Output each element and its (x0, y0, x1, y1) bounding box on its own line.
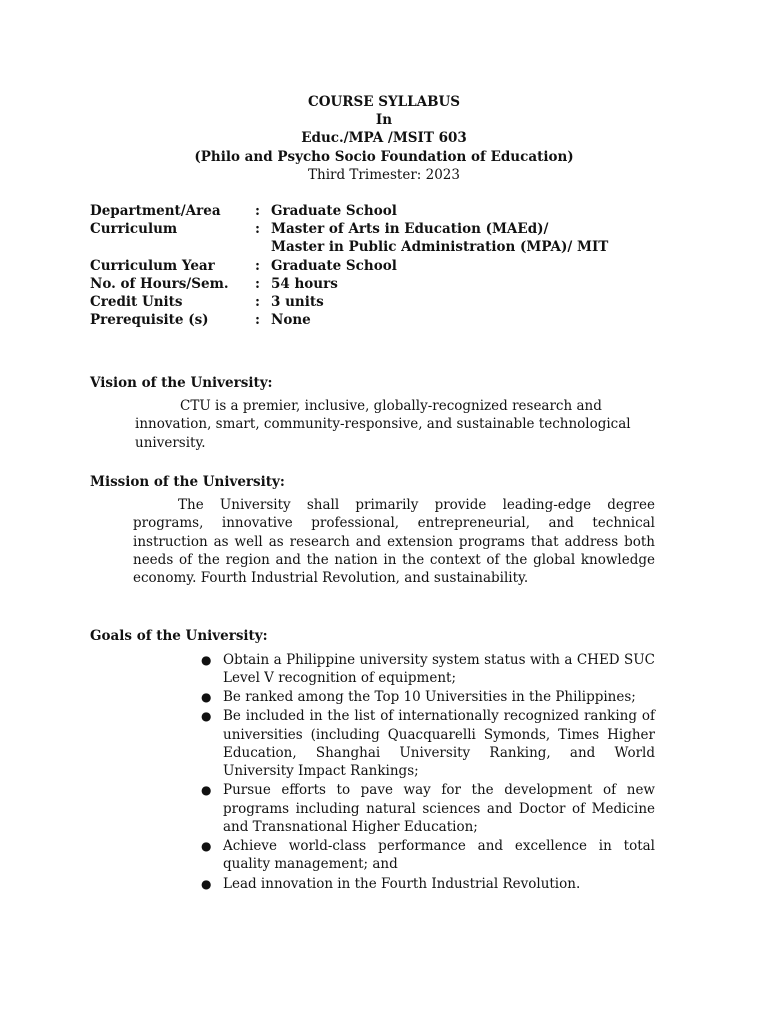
list-item (199, 781, 655, 836)
info-row-curriculum-year (90, 257, 608, 275)
bullet-icon: ● (201, 709, 212, 724)
info-row-curriculum-cont (90, 238, 608, 256)
info-colon: : (255, 203, 260, 219)
list-item (199, 688, 655, 706)
vision-heading: Vision of the University: (90, 375, 273, 391)
info-value: 54 hours (271, 275, 338, 292)
goals-list (199, 651, 655, 894)
mission-paragraph (133, 496, 655, 587)
goal-text: Lead innovation in the Fourth Industrial Revolution. (223, 875, 581, 892)
info-colon: : (255, 257, 260, 274)
info-label (90, 238, 255, 256)
info-value: 3 units (271, 294, 324, 311)
info-value: Graduate School (271, 203, 397, 219)
info-value: Master of Arts in Education (MAEd)/ (271, 221, 549, 238)
vision-paragraph (135, 397, 655, 452)
info-label: Credit Units (90, 294, 183, 311)
info-row-department (90, 202, 608, 220)
doc-title: COURSE SYLLABUS (307, 94, 460, 110)
info-label: No. of Hours/Sem. (90, 275, 229, 292)
mission-text: The University shall primarily provide leading-edge degree programs, innovative professional, entrepreneurial, and technical instruction as well as research and extension programs that address both needs of the region and the nation in the context of the global knowledge economy. Fourth Industrial Revolution, and sustainability. (133, 497, 655, 587)
mission-heading: Mission of the University: (90, 474, 285, 490)
info-row-hours (90, 275, 608, 293)
doc-title-in: In (375, 112, 393, 129)
info-row-prerequisite (90, 311, 608, 329)
goal-text: Achieve world-class performance and excellence in total quality management; and (223, 838, 655, 873)
list-item (199, 651, 655, 688)
info-value: Master in Public Administration (MPA)/ MIT (271, 239, 609, 256)
term: Third Trimester: 2023 (308, 166, 460, 183)
course-name: (Philo and Psycho Socio Foundation of Education) (194, 148, 574, 165)
course-info-table (90, 202, 608, 329)
info-value: None (271, 312, 311, 329)
list-item (199, 837, 655, 874)
bullet-icon: ● (201, 876, 212, 891)
bullet-icon: ● (201, 783, 212, 798)
info-colon: : (255, 294, 260, 311)
course-code: Educ./MPA /MSIT 603 (301, 130, 467, 147)
info-colon: : (255, 275, 260, 292)
vision-text: CTU is a premier, inclusive, globally-recognized research and innovation, smart, community-responsive, and sustainable technological university. (135, 398, 631, 451)
info-row-credit-units (90, 293, 608, 311)
info-colon: : (255, 221, 260, 238)
goals-heading: Goals of the University: (90, 628, 268, 644)
bullet-icon: ● (201, 653, 212, 667)
list-item (199, 875, 655, 893)
info-label: Curriculum Year (90, 257, 215, 274)
bullet-icon: ● (201, 690, 212, 705)
syllabus-title-block (0, 93, 768, 184)
info-label: Curriculum (90, 221, 178, 238)
list-item (199, 707, 655, 780)
info-label: Department/Area (90, 203, 221, 219)
info-row-curriculum (90, 220, 608, 238)
info-value: Graduate School (271, 257, 397, 274)
goal-text: Be ranked among the Top 10 Universities in the Philippines; (223, 689, 636, 706)
info-colon: : (255, 312, 260, 329)
goal-text: Be included in the list of internationally recognized ranking of universities (including Quacquarelli Symonds, Times Higher Education, Shanghai University Ranking, and World University Impact Rankings; (223, 708, 655, 780)
info-label: Prerequisite (s) (90, 312, 209, 329)
bullet-icon: ● (201, 839, 212, 854)
info-colon (255, 238, 271, 256)
goal-text: Pursue efforts to pave way for the development of new programs including natural sciences and Doctor of Medicine and Transnational Higher Education; (223, 782, 655, 836)
goal-text: Obtain a Philippine university system status with a CHED SUC Level V recognition of equipment; (223, 652, 655, 687)
